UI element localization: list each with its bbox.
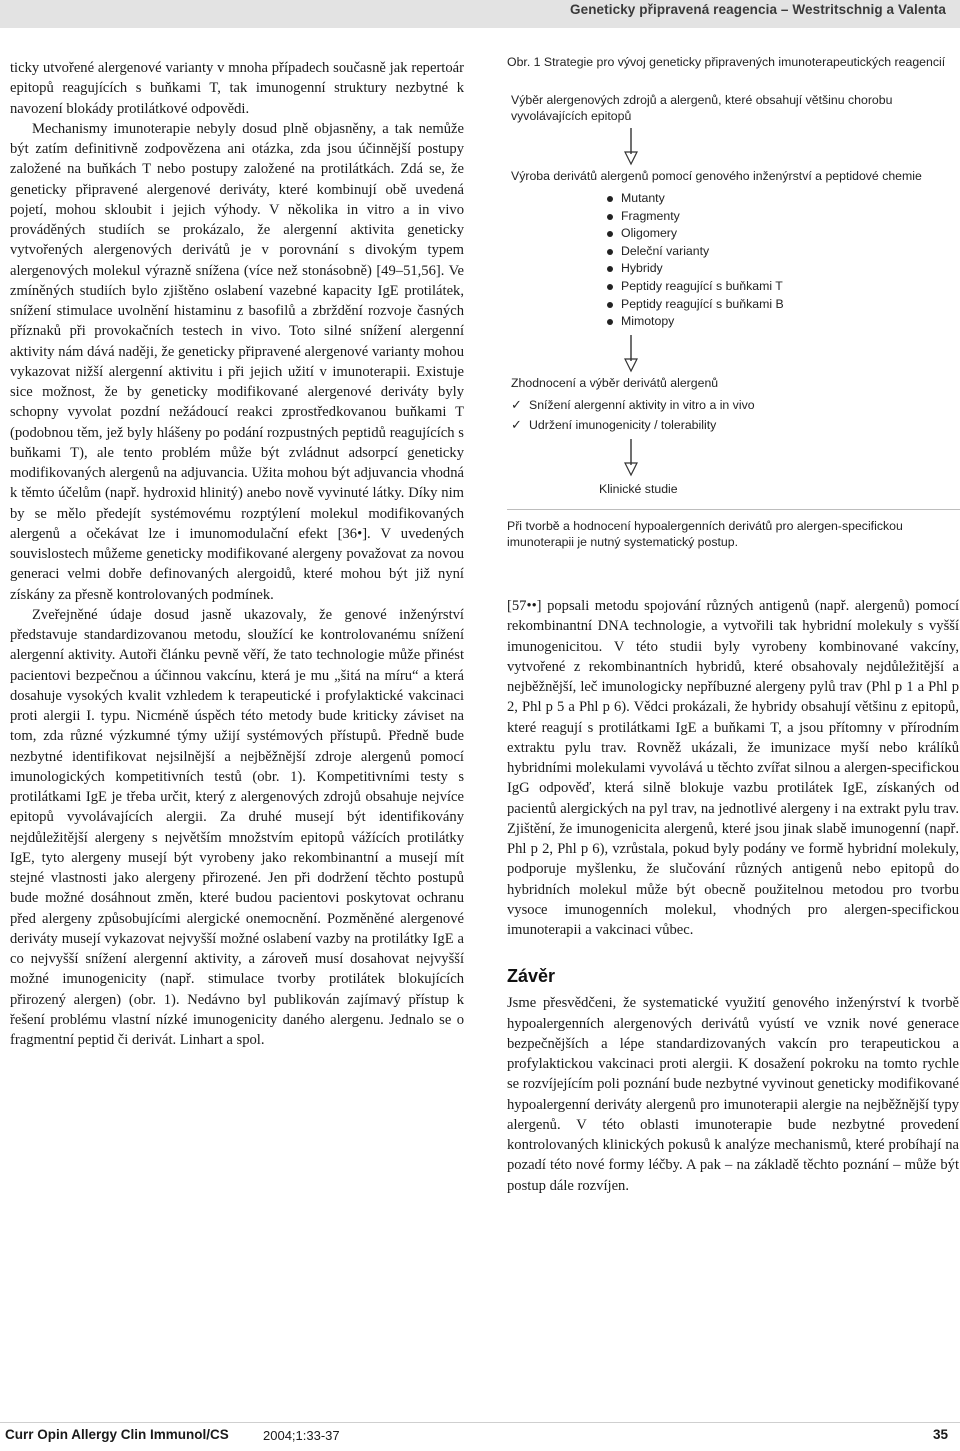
figure-step-evaluation: Zhodnocení a výběr derivátů alergenů (511, 375, 719, 390)
figure-step-production: Výroba derivátů alergenů pomocí genového inženýrství a peptidové chemie (511, 169, 922, 183)
bullet-icon (607, 249, 613, 255)
figure-step-clinical: Klinické studie (599, 481, 678, 496)
body-paragraph: [57••] popsali metodu spojování různých antigenů (např. alergenů) pomocí rekombinantní DNA technologie, a vytvořili tak hybridní molekuly s vyšší imunogenicitou. V této studii byly vyrobeny kombinované vakcíny, vytvořené z rekombinantních hybridů, které obsahovaly nejdůležitější a nejběžnější, leč imunologicky nepříbuzné alergeny pylů trav (Phl p 1 a Phl p 2, Phl p 5 a Phl p 6). Vědci prokázali, že hybridy obsahují většinu z epitopů, které reagují s protilátkami IgE a buňkami T, a jsou přítomny v přírodním extraktu pylu trav. Rovněž ukázali, že imunizace myší nebo králíků hybridními molekulami vyvolává u těchto zvířat silnou a alergen-specifickou IgG odpověď, která silně blokuje vazbu protilátek IgE, získaných od pacientů alergických na pyl trav, na jednotlivé alergeny i na extrakt pylu trav. Zjištění, že imunogenicita alergenů, které jsou jinak slabě imunogenní (např. Phl p 2, Phl p 6), vzrůstala, pokud byly podány ve formě hybridní molekuly, podporuje myšlenku, že slučování různých antigenů nebo epitopů do hybridních molekul může být obecně použitelnou metodou pro tvorbu vysoce imunogenních molekul, vhodných pro alergen-specifickou imunoterapii a vakcinaci vůbec. (507, 598, 959, 938)
arrow-down-icon (507, 124, 960, 168)
checkmark-icon: ✓ (511, 396, 522, 412)
figure-step-selection: Výběr alergenových zdrojů a alergenů, které obsahují většinu chorobu vyvolávajících epitopů (511, 93, 893, 123)
left-column (10, 58, 464, 1050)
list-item: ✓ Snížení alergenní aktivity in vitro a in vivo (511, 395, 960, 415)
list-item: Fragmenty (605, 208, 960, 226)
journal-name: Curr Opin Allergy Clin Immunol/CS (5, 1427, 229, 1442)
citation: 2004;1:33-37 (263, 1428, 340, 1443)
figure-title: Obr. 1 Strategie pro vývoj geneticky připravených imunoterapeutických reagencií (507, 55, 946, 69)
checkmark-icon: ✓ (511, 416, 522, 432)
body-paragraph: ticky utvořené alergenové varianty v mnoha případech současně jak repertoár epitopů reagujících s buňkami T, tak imunogenní struktury nezbytné k navození blokády protilátkové odpovědi. (10, 60, 464, 117)
figure-caption: Při tvorbě a hodnocení hypoalergenních derivátů pro alergen-specifickou imunoterapii je nutný systematický postup. (507, 518, 903, 550)
body-paragraph: Mechanismy imunoterapie nebyly dosud plně objasněny, a tak nemůže být zatím definitivně zodpovězena ani otázka, zda jsou účinnější postupy založené na buňkách T nebo postupy založené na protilátkách. Zdá se, že geneticky připravené alergenové deriváty, které kombinují obě uvedená pojetí, mohou skloubit i jejich výhody. V několika in vitro a in vivo prováděných studiích se prokázalo, že alergenní aktivita geneticky vytvořených alergenových derivátů je v porovnání s divokým typem alergenových molekul výrazně snížena (více než stonásobně) [49–51,56]. Ve zmíněných studiích bylo zjištěno oslabení vazebné kapacity IgE protilátek, snížení stimulace uvolnění histaminu z basofilů a zbrždění rozvoje časných příznaků při provokačních testech in vivo. Toto silné snížení alergenní aktivity nám dává naději, že geneticky připravené alergenové varianty mohou vykazovat nižší alergenní aktivitu i při jejich užití v imunoterapii. Existuje sice možnost, že by geneticky modifikované alergenové deriváty byly schopny vyvolat pozdní nežádoucí reakci zprostředkovanou buňkami T (podobnou těm, jež byly hlášeny po podání rozpustných peptidů reagujících s buňkami T), ale tento problém může být zvládnut adsorpcí geneticky modifikovaných alergenů na adjuvancia. Užita mohou být adjuvancia vhodná k těmto účelům (např. hydroxid hlinitý) anebo nově vyvinuté látky. Díky nim by se mělo předejít systémovému rozptýlení molekul modifikovaných alergenů a očekávat lze i imunomodulační efekt [36•]. V uvedených souvislostech můžeme geneticky modifikované alergeny považovat za novou generaci velmi dobře definovaných alergoidů, které mohou být již nyní získány za přesně kontrolovaných podmínek. (10, 120, 464, 603)
bullet-icon (607, 266, 613, 272)
bullet-icon (607, 214, 613, 220)
page-number: 35 (932, 1427, 948, 1442)
list-item: Mimotopy (605, 313, 960, 331)
list-item: Peptidy reagující s buňkami T (605, 278, 960, 296)
bullet-icon (607, 196, 613, 202)
page-footer (0, 1422, 960, 1451)
bullet-icon (607, 302, 613, 308)
list-item: Peptidy reagující s buňkami B (605, 296, 960, 314)
bullet-icon (607, 231, 613, 237)
section-heading: Závěr (507, 966, 556, 987)
body-paragraph: Zveřejněné údaje dosud jasně ukazovaly, že genové inženýrství představuje standardizovanou metodu, sloužící ke kontrolovanému snížení alergenní aktivity. Autoři článku pevně věří, že tato technologie může přinést pacientovi bezpečnou a účinnou vakcínu, která je mu „šitá na míru“ a která dosahuje vysokých kvalit vzhledem k terapeutické i profylaktické vakcinaci proti alergii I. typu. Nicméně úspěch této metody bude kriticky záviset na tom, zda různé výzkumné týmy užijí systémových přístupů. Předně bude nezbytné identifikovat nejsilnější a nejběžnější zdroje alergenů pomocí imunologických kompetitivních testů (obr. 1). Kompetitivními testy s protilátkami IgE je třeba určit, který z alergenových zdrojů obsahuje nejvíce epitopů vyvolávajících alergii. Za druhé musejí být identifikovány nejdůležitější alergeny s největším množstvím epitopů vážících protilátky IgE, tyto alergeny musejí být vyrobeny jako rekombinantní a musejí mít stejné vlastnosti jako alergeny přirozené. Jen při dodržení těchto postupů bude možné dosáhnout změn, které budou pacientovi poskytovat ochranu před alergeny způsobujícími alergické onemocnění. Pozměněné alergenové deriváty musejí vykazovat nejvyšší možné oslabení vazby na protilátky IgE a co nejvyšší snížení alergenní aktivity, a zároveň musí dosahovat nejvyšší možné imunogenicity (např. stimulace tvorby protilátek blokujících přirozený alergen) (obr. 1). Nedávno byl publikován zajímavý přístup k řešení problému vlastní nízké imunogenicity daného alergenu. Jednalo se o fragmentní peptid či derivát. Linhart a spol. (10, 606, 464, 1048)
arrow-down-icon (507, 331, 960, 375)
list-item: ✓ Udržení imunogenicity / tolerability (511, 415, 960, 435)
running-title: Geneticky připravená reagencia – Westritschnig a Valenta (569, 2, 946, 17)
arrow-down-icon (507, 435, 960, 479)
running-header (0, 0, 960, 28)
list-item: Mutanty (605, 190, 960, 208)
criteria-list (507, 395, 960, 435)
list-item: Hybridy (605, 260, 960, 278)
list-item: Deleční varianty (605, 243, 960, 261)
right-column (507, 596, 959, 1196)
figure-1 (507, 54, 960, 551)
derivative-list (507, 190, 960, 331)
bullet-icon (607, 284, 613, 290)
bullet-icon (607, 319, 613, 325)
figure-divider (507, 509, 960, 510)
list-item: Oligomery (605, 225, 960, 243)
body-paragraph: Jsme přesvědčeni, že systematické využití genového inženýrství k tvorbě hypoalergenních alergenových derivátů vyústí ve vznik nové generace bezpečnějších a lépe standardizovaných vakcín pro terapeutickou a profylaktickou vakcinaci proti alergii. K dosažení pokroku na tomto rychle se rozvíjejícím poli poznání bude nezbytné vyvinout geneticky modifikované hypoalergenní deriváty alergenů pro imunoterapii alergie na nejběžnější typy alergenů. V této oblasti imunoterapie bude nezbytné provedení kontrolovaných klinických pokusů k analýze mechanismů, které probíhají na pozadí této nové formy léčby. A pak – na základě těchto poznání – může být postup dále rozvíjen. (507, 995, 959, 1194)
